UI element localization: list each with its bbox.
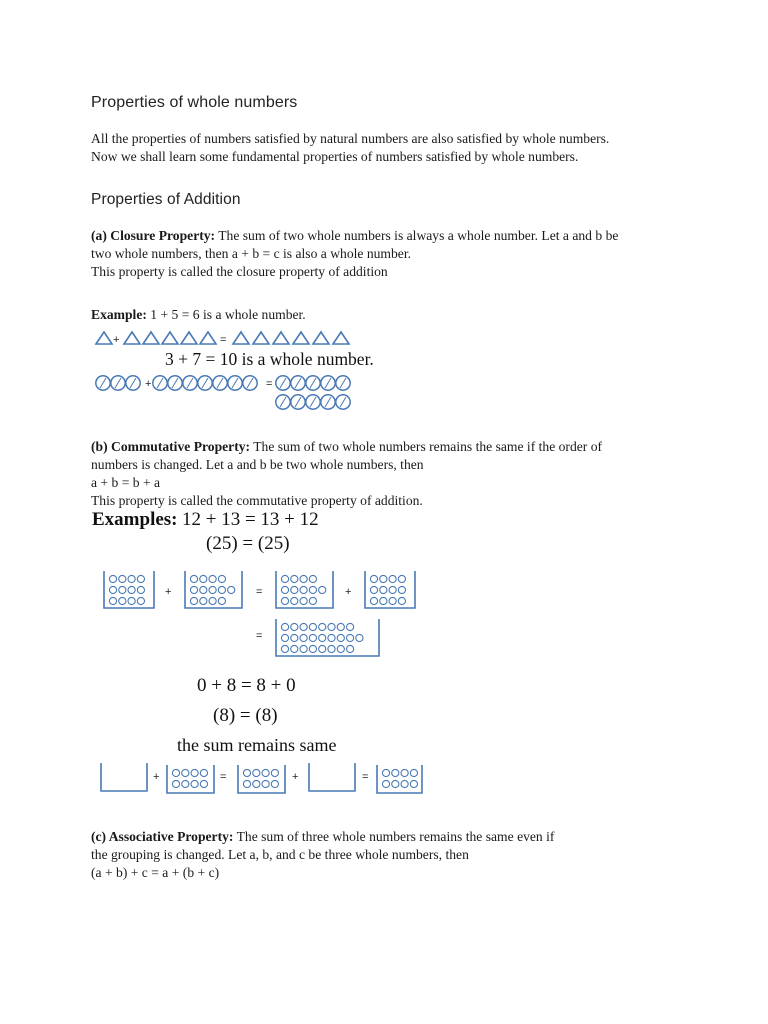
counter-circle xyxy=(382,780,389,787)
examples-label: Examples: xyxy=(92,509,178,530)
counter-circle xyxy=(253,780,260,787)
counter-circle xyxy=(319,586,326,593)
counter-circle xyxy=(243,769,250,776)
counter-circle xyxy=(281,634,288,641)
equals-sign: = xyxy=(266,378,273,390)
counter-circle xyxy=(410,769,417,776)
plus-sign: + xyxy=(153,771,160,783)
counter-circle xyxy=(281,597,288,604)
counter-circle xyxy=(190,575,197,582)
counter-circle xyxy=(191,780,198,787)
closure-example-text: 1 + 5 = 6 is a whole number. xyxy=(146,307,306,322)
commutative-paragraph-line-1 xyxy=(91,438,602,456)
counter-circle xyxy=(271,780,278,787)
commutative-paragraph-line-2: numbers is changed. Let a and b be two whole numbers, then xyxy=(91,457,424,472)
counter-circle xyxy=(137,586,144,593)
counter-circle xyxy=(271,769,278,776)
closure-example xyxy=(91,306,306,324)
commutative-paragraph-line-3: a + b = b + a xyxy=(91,475,161,490)
counter-circle xyxy=(291,645,298,652)
circle-mark-stroke xyxy=(310,397,316,407)
counter-circle xyxy=(309,623,316,630)
equals-sign: = xyxy=(220,334,227,346)
counter-circle xyxy=(370,586,377,593)
circle-mark-stroke xyxy=(157,378,163,388)
triangle-mark xyxy=(233,332,249,344)
counter-circle xyxy=(319,623,326,630)
counter-circle xyxy=(209,575,216,582)
counter-circle xyxy=(300,634,307,641)
counter-circle xyxy=(309,634,316,641)
counter-circle xyxy=(281,575,288,582)
equation-0-8: 0 + 8 = 8 + 0 xyxy=(197,675,296,696)
closure-paragraph-line-2: two whole numbers, then a + b = c is also a whole number. xyxy=(91,246,411,261)
counter-circle xyxy=(319,634,326,641)
counter-circle xyxy=(200,769,207,776)
counter-circle xyxy=(281,586,288,593)
counter-circle xyxy=(309,645,316,652)
circle-mark-stroke xyxy=(340,397,346,407)
counter-circle xyxy=(109,575,116,582)
commutative-line-1-text: The sum of two whole numbers remains the same if the order of xyxy=(250,439,603,454)
counter-box xyxy=(276,571,333,608)
counter-circle xyxy=(380,586,387,593)
counter-circle xyxy=(191,769,198,776)
counter-circle xyxy=(291,597,298,604)
counter-circle xyxy=(300,623,307,630)
triangle-mark xyxy=(273,332,289,344)
associative-paragraph-line-2: the grouping is changed. Let a, b, and c be three whole numbers, then xyxy=(91,847,469,862)
counter-circle xyxy=(370,575,377,582)
counter-circle xyxy=(392,769,399,776)
counter-circle xyxy=(109,597,116,604)
counter-circle xyxy=(182,780,189,787)
counter-circle xyxy=(337,634,344,641)
counter-circle xyxy=(398,597,405,604)
counter-circle xyxy=(347,634,354,641)
circle-mark-stroke xyxy=(280,378,286,388)
associative-line-1-text: The sum of three whole numbers remains the same even if xyxy=(233,829,555,844)
closure-figure-caption: 3 + 7 = 10 is a whole number. xyxy=(165,349,374,369)
counter-circle xyxy=(380,575,387,582)
counter-circle xyxy=(398,575,405,582)
circle-mark-stroke xyxy=(247,378,253,388)
counter-circle xyxy=(119,575,126,582)
counter-circle xyxy=(253,769,260,776)
counter-circle xyxy=(300,586,307,593)
commutative-paragraph-line-4: This property is called the commutative property of addition. xyxy=(91,493,423,508)
triangle-mark xyxy=(181,332,197,344)
counter-box xyxy=(309,763,355,791)
circle-mark-stroke xyxy=(340,378,346,388)
counter-circle xyxy=(370,597,377,604)
page-title: Properties of whole numbers xyxy=(91,94,298,111)
section-title: Properties of Addition xyxy=(91,191,241,208)
equation-25-25: (25) = (25) xyxy=(206,533,290,554)
counter-box xyxy=(101,763,147,791)
circle-mark-stroke xyxy=(280,397,286,407)
counter-circle xyxy=(200,586,207,593)
counter-circle xyxy=(319,645,326,652)
counter-circle xyxy=(218,586,225,593)
plus-sign: + xyxy=(345,586,352,598)
counter-circle xyxy=(209,586,216,593)
closure-example-label: Example: xyxy=(91,307,147,322)
counter-circle xyxy=(398,586,405,593)
counter-circle xyxy=(190,586,197,593)
counter-circle xyxy=(389,575,396,582)
plus-sign: + xyxy=(292,771,299,783)
plus-sign: + xyxy=(145,378,152,390)
counter-circle xyxy=(128,575,135,582)
associative-heading: (c) Associative Property: xyxy=(91,829,234,844)
triangle-mark xyxy=(333,332,349,344)
equals-sign: = xyxy=(220,771,227,783)
intro-line-2: Now we shall learn some fundamental properties of numbers satisfied by whole numbers. xyxy=(91,149,579,164)
plus-sign: + xyxy=(165,586,172,598)
equals-sign: = xyxy=(362,771,369,783)
circle-mark-stroke xyxy=(187,378,193,388)
counter-circle xyxy=(291,586,298,593)
counter-circle xyxy=(328,634,335,641)
counter-circle xyxy=(200,780,207,787)
associative-paragraph-line-3: (a + b) + c = a + (b + c) xyxy=(91,865,220,880)
sum-remains-same-caption: the sum remains same xyxy=(177,735,337,755)
equation-8-8: (8) = (8) xyxy=(213,705,278,726)
counter-circle xyxy=(200,575,207,582)
counter-circle xyxy=(382,769,389,776)
commutative-figure xyxy=(95,565,435,805)
counter-circle xyxy=(300,645,307,652)
triangle-mark xyxy=(200,332,216,344)
counter-circle xyxy=(337,623,344,630)
counter-box xyxy=(185,571,242,608)
circle-mark-stroke xyxy=(202,378,208,388)
circle-mark-stroke xyxy=(325,397,331,407)
commutative-heading: (b) Commutative Property: xyxy=(91,439,251,454)
circle-mark-stroke xyxy=(100,378,106,388)
counter-box xyxy=(167,765,214,793)
counter-circle xyxy=(392,780,399,787)
circle-mark-stroke xyxy=(130,378,136,388)
counter-circle xyxy=(300,575,307,582)
counter-circle xyxy=(218,575,225,582)
counter-circle xyxy=(209,597,216,604)
counter-circle xyxy=(137,597,144,604)
counter-circle xyxy=(172,769,179,776)
circle-mark-stroke xyxy=(325,378,331,388)
counter-circle xyxy=(182,769,189,776)
counter-circle xyxy=(172,780,179,787)
counter-circle xyxy=(137,575,144,582)
counter-circle xyxy=(300,597,307,604)
triangle-mark xyxy=(143,332,159,344)
counter-circle xyxy=(389,586,396,593)
circle-mark-stroke xyxy=(310,378,316,388)
associative-paragraph-line-1 xyxy=(91,828,554,846)
counter-circle xyxy=(281,623,288,630)
closure-figure xyxy=(92,325,392,415)
counter-circle xyxy=(119,597,126,604)
closure-paragraph-line-1 xyxy=(91,227,618,245)
circle-mark-stroke xyxy=(295,397,301,407)
counter-circle xyxy=(109,586,116,593)
counter-circle xyxy=(356,634,363,641)
counter-circle xyxy=(347,645,354,652)
counter-circle xyxy=(281,645,288,652)
counter-circle xyxy=(262,780,269,787)
counter-circle xyxy=(128,597,135,604)
equals-sign: = xyxy=(256,630,263,642)
counter-circle xyxy=(328,623,335,630)
triangle-mark xyxy=(253,332,269,344)
counter-circle xyxy=(291,623,298,630)
counter-circle xyxy=(347,623,354,630)
counter-circle xyxy=(262,769,269,776)
counter-circle xyxy=(291,634,298,641)
triangle-mark xyxy=(313,332,329,344)
counter-circle xyxy=(328,645,335,652)
closure-paragraph-line-3: This property is called the closure property of addition xyxy=(91,264,388,279)
closure-line-1-text: The sum of two whole numbers is always a whole number. Let a and b be xyxy=(215,228,619,243)
triangle-mark xyxy=(162,332,178,344)
counter-box xyxy=(238,765,285,793)
counter-circle xyxy=(380,597,387,604)
counter-circle xyxy=(410,780,417,787)
counter-circle xyxy=(401,780,408,787)
counter-circle xyxy=(389,597,396,604)
counter-circle xyxy=(309,575,316,582)
closure-heading: (a) Closure Property: xyxy=(91,228,216,243)
counter-circle xyxy=(128,586,135,593)
triangle-mark xyxy=(96,332,112,344)
circle-mark-stroke xyxy=(115,378,121,388)
circle-mark-stroke xyxy=(295,378,301,388)
counter-circle xyxy=(309,586,316,593)
counter-circle xyxy=(401,769,408,776)
counter-circle xyxy=(200,597,207,604)
circle-mark-stroke xyxy=(217,378,223,388)
counter-circle xyxy=(119,586,126,593)
equation-12-13: 12 + 13 = 13 + 12 xyxy=(182,509,319,530)
circle-mark-stroke xyxy=(232,378,238,388)
equals-sign: = xyxy=(256,586,263,598)
plus-sign: + xyxy=(113,334,120,346)
counter-circle xyxy=(228,586,235,593)
triangle-mark xyxy=(293,332,309,344)
counter-circle xyxy=(337,645,344,652)
counter-circle xyxy=(218,597,225,604)
counter-circle xyxy=(190,597,197,604)
circle-mark-stroke xyxy=(172,378,178,388)
intro-line-1: All the properties of numbers satisfied by natural numbers are also satisfied by whole numbers. xyxy=(91,131,610,146)
counter-circle xyxy=(309,597,316,604)
counter-circle xyxy=(243,780,250,787)
triangle-mark xyxy=(124,332,140,344)
counter-circle xyxy=(291,575,298,582)
